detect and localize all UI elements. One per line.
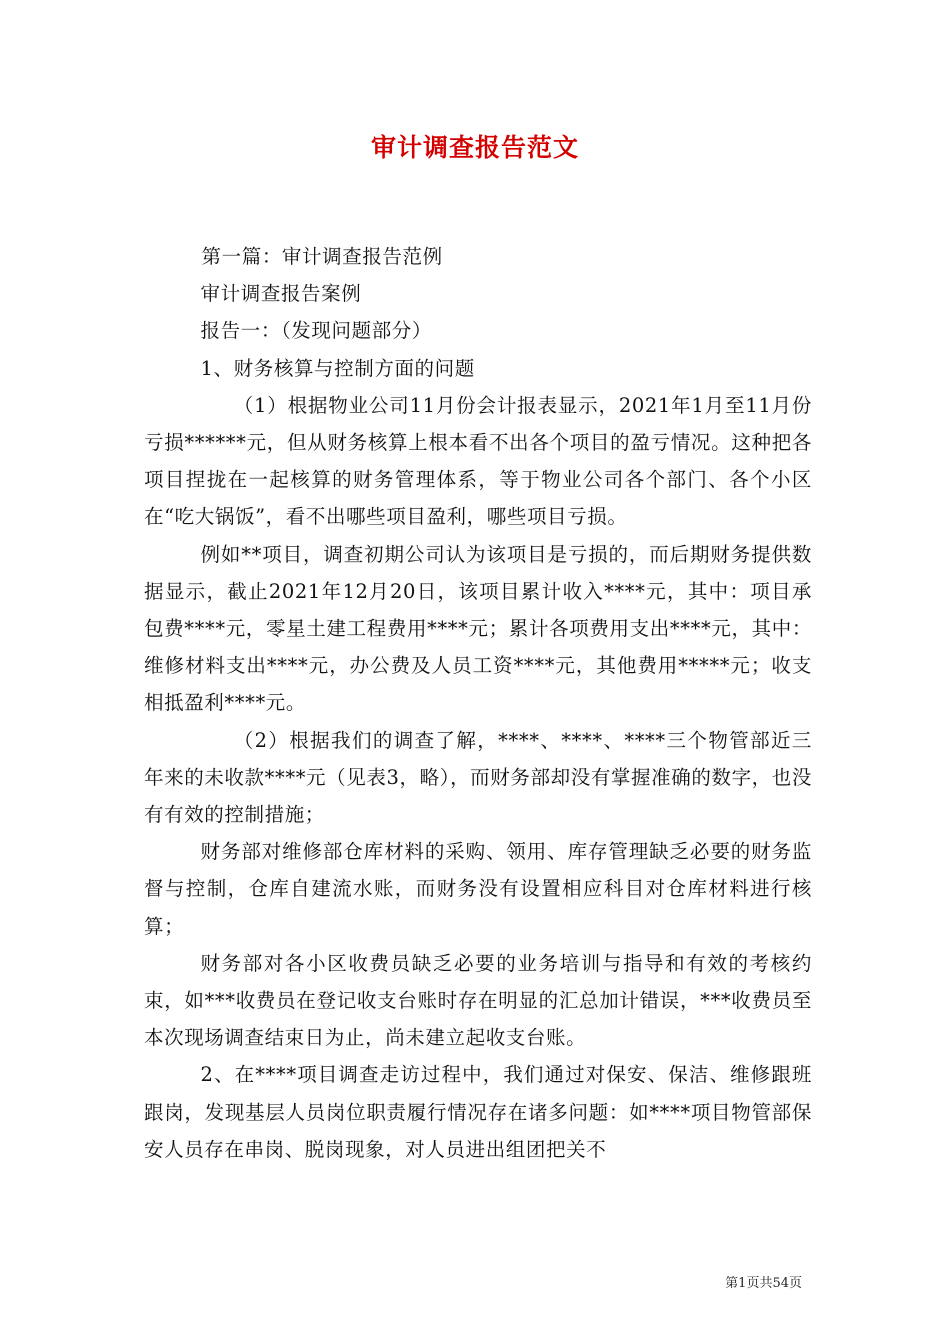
document-body bbox=[144, 238, 812, 1168]
paragraph: 财务部对维修部仓库材料的采购、领用、库存管理缺乏必要的财务监督与控制，仓库自建流水账，而财务没有设置相应科目对仓库材料进行核算； bbox=[144, 840, 812, 938]
section-heading: 第一篇：审计调查报告范例 bbox=[201, 245, 443, 268]
paragraph: 财务部对各小区收费员缺乏必要的业务培训与指导和有效的考核约束，如***收费员在登记收支台账时存在明显的汇总加计错误，***收费员至本次现场调查结束日为止，尚未建立起收支台账。 bbox=[144, 951, 812, 1050]
paragraph: （2）根据我们的调查了解，****、****、****三个物管部近三年来的未收款****元（见表3，略），而财务部却没有掌握准确的数字，也没有有效的控制措施； bbox=[144, 728, 812, 827]
report-heading: 报告一：（发现问题部分） bbox=[200, 319, 432, 343]
paragraph: （1）根据物业公司11月份会计报表显示，2021年1月至11月份亏损******元，但从财务核算上根本看不出各个项目的盈亏情况。这种把各项目捏拢在一起核算的财务管理体系，等于物业公司各个部门、各个小区在“吃大锅饭”，看不出哪些项目盈利，哪些项目亏损。 bbox=[144, 393, 812, 529]
paragraph: 2、在****项目调查走访过程中，我们通过对保安、保洁、维修跟班跟岗，发现基层人员岗位职责履行情况存在诸多问题：如****项目物管部保安人员存在串岗、脱岗现象，对人员进出组团把关不 bbox=[144, 1063, 812, 1161]
subtitle: 审计调查报告案例 bbox=[200, 282, 362, 306]
document-title: 审计调查报告范文 bbox=[370, 133, 579, 162]
page-number: 第1页共54页 bbox=[725, 1276, 802, 1291]
paragraph: 例如**项目，调查初期公司认为该项目是亏损的，而后期财务提供数据显示，截止2021年12月20日，该项目累计收入****元，其中：项目承包费****元，零星土建工程费用****元；累计各项费用支出****元，其中：维修材料支出****元，办公费及人员工资****元，其他费用*****元；收支相抵盈利****元。 bbox=[144, 542, 812, 715]
issue-heading: 1、财务核算与控制方面的问题 bbox=[200, 356, 475, 380]
